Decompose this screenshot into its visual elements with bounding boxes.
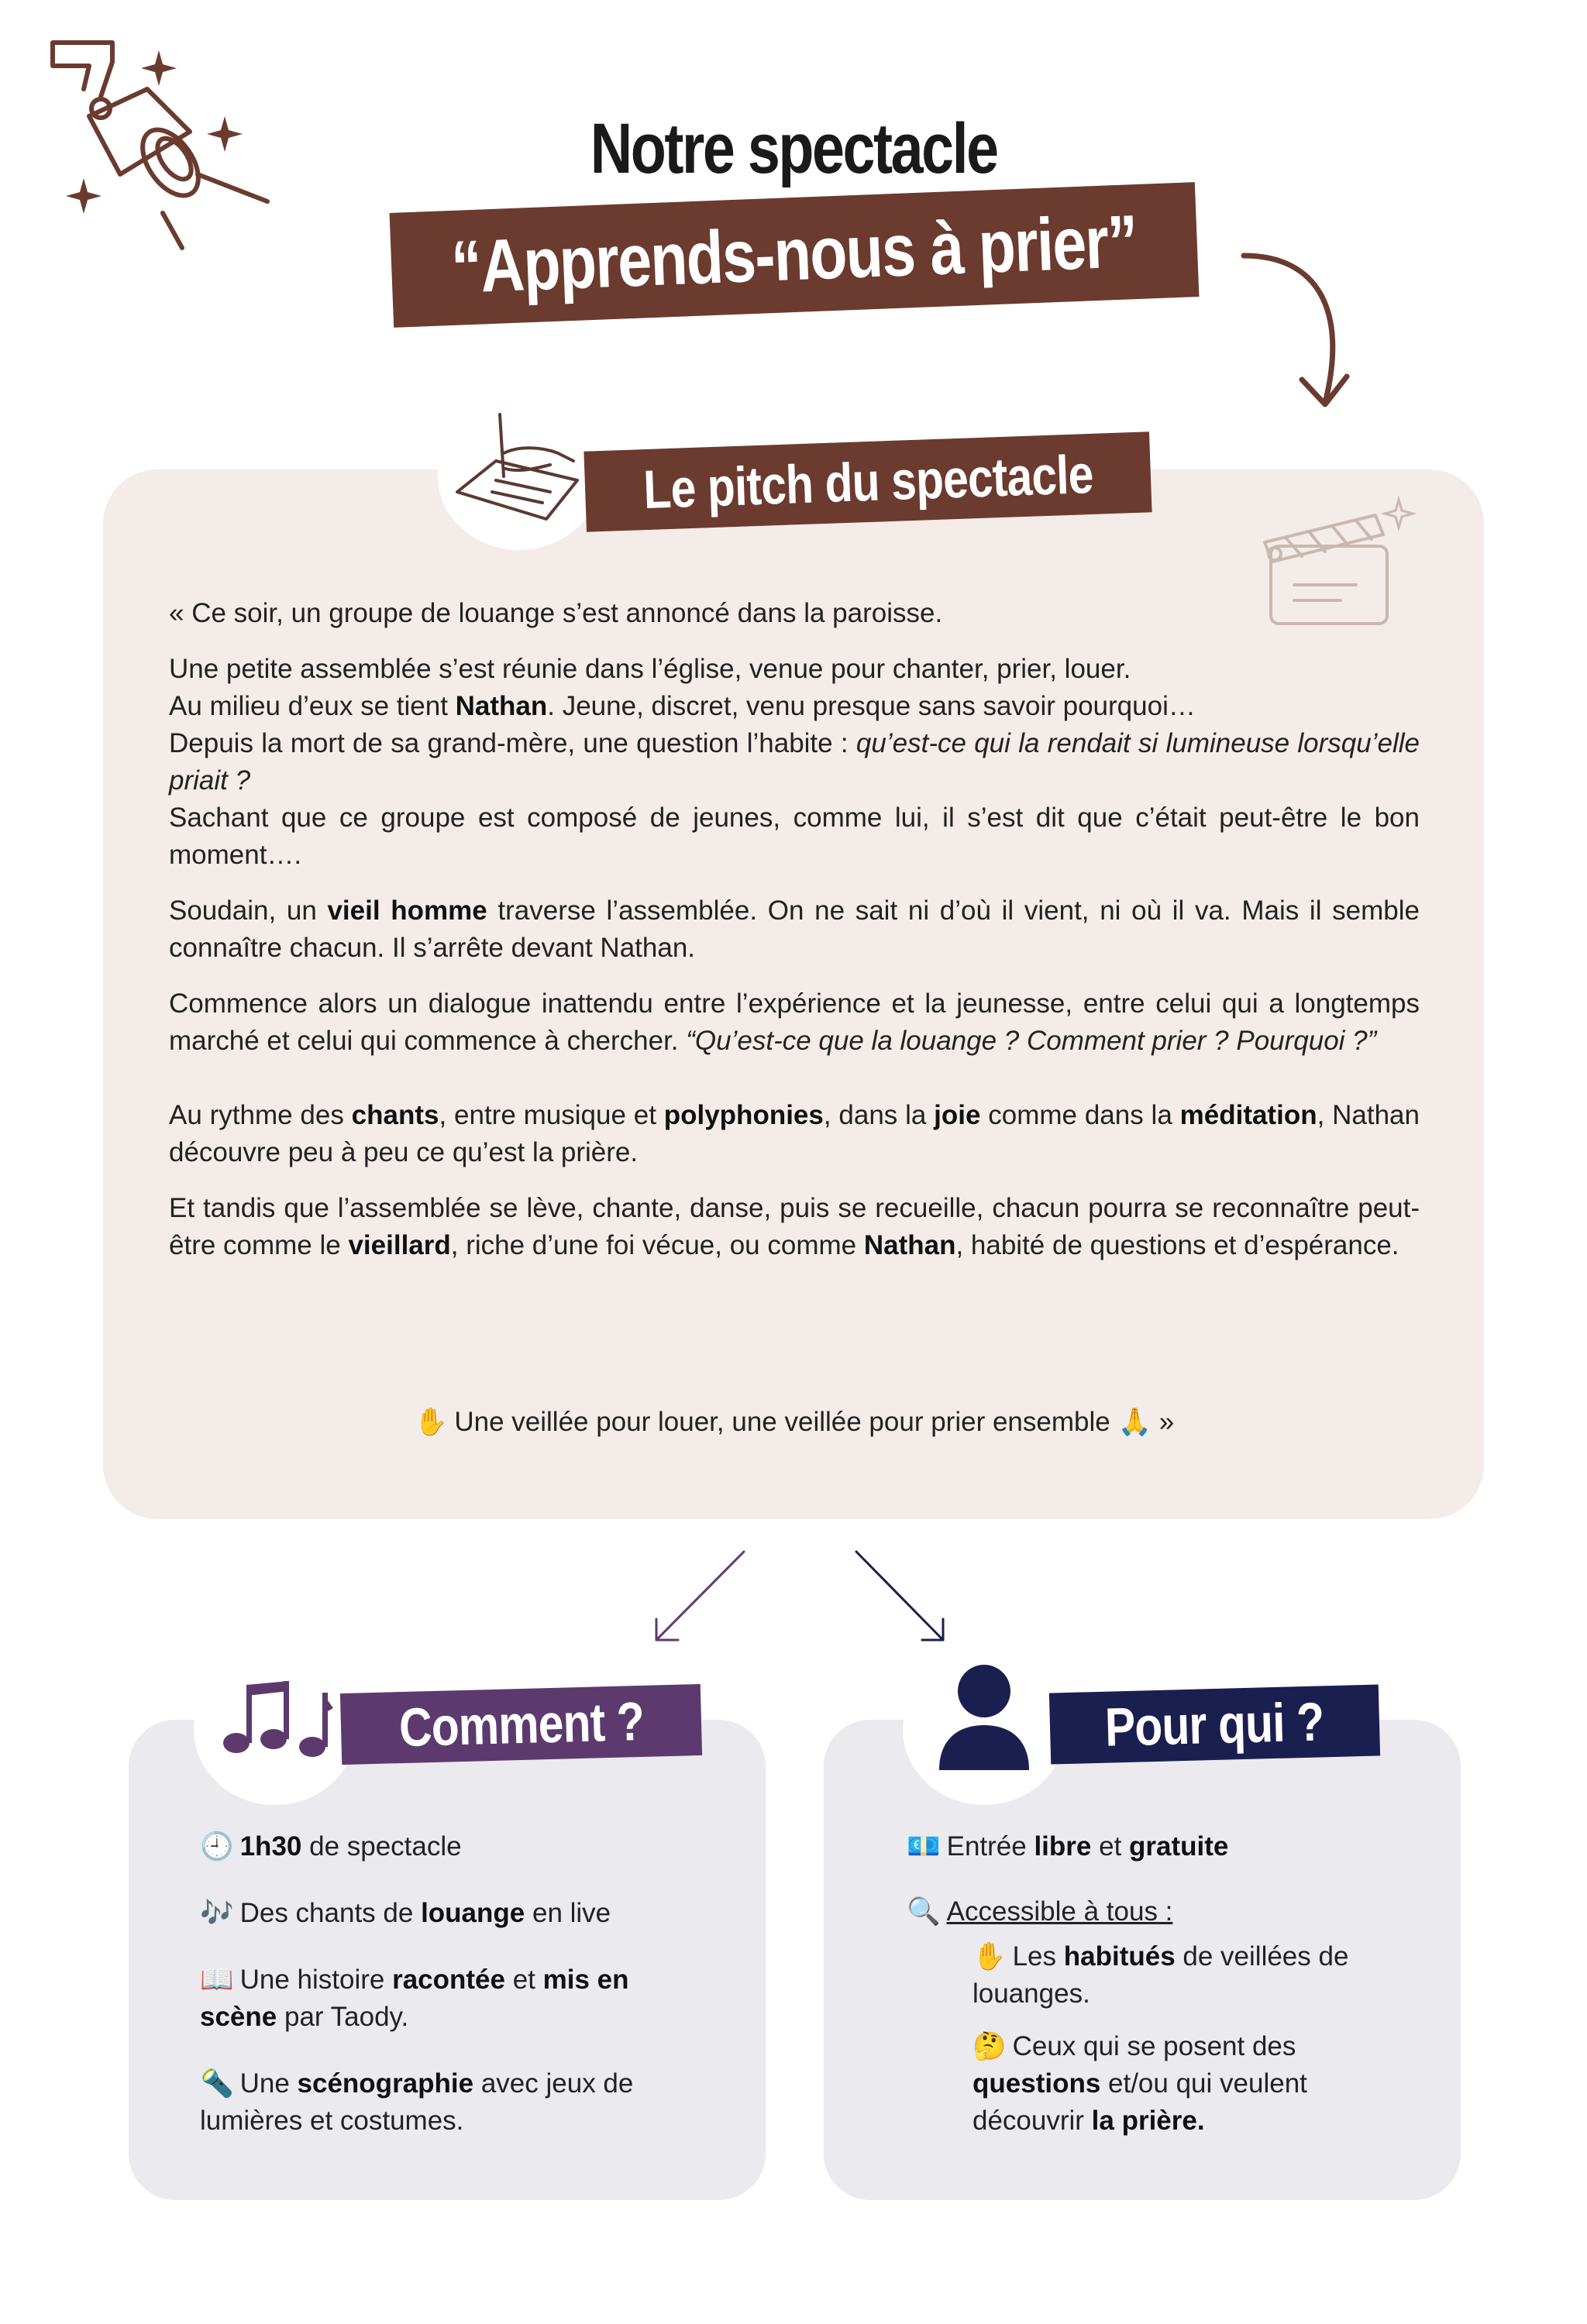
pitch-paragraph: Depuis la mort de sa grand-mère, une question l’habite : qu’est-ce qui la rendait si lumineuse lorsqu’elle priait ? Sachant que ce groupe est composé de jeunes, comme lui, il s’est dit que c’était peut-être le bon moment…. [169,728,1420,870]
raised-hands-icon: ✋ [414,1407,449,1437]
person-icon [935,1662,1033,1770]
pitch-paragraph: Commence alors un dialogue inattendu entre l’expérience et la jeunesse, entre celui qui a longtemps marché et celui qui commence à chercher. “Qu’est-ce que la louange ? Comment prier ? Pourquoi ?” [169,988,1420,1056]
pitch-paragraph: Soudain, un vieil homme traverse l’assemblée. On ne sait ni d’où il vient, ni où il va. Mais il semble connaître chacun. Il s’arrête devant Nathan. [169,896,1420,963]
comment-list [200,1828,704,2140]
clock-icon: 🕘 [200,1831,234,1862]
show-title-banner [390,182,1200,328]
pourqui-heading: Pour qui ? [1049,1684,1380,1764]
pitch-text [169,595,1420,1264]
pitch-paragraph: « Ce soir, un groupe de louange s’est annoncé dans la paroisse. [169,598,943,628]
list-item: 🎶 Des chants de louange en live [200,1895,704,1932]
pitch-paragraph: Et tandis que l’assemblée se lève, chante, danse, puis se recueille, chacun pourra se reconnaître peut-être comme le vieillard, riche d’une foi vécue, ou comme Nathan, habité de questions et d’espérance. [169,1193,1420,1260]
arrow-left-icon [647,1545,752,1650]
thinking-face-icon: 🤔 [973,2031,1007,2061]
show-title: “Apprends-nous à prier” [449,200,1139,309]
flashlight-icon: 🔦 [200,2068,234,2099]
raised-hands-icon: ✋ [973,1941,1007,1972]
curved-arrow-icon [1232,240,1364,418]
list-item: 🔍 Accessible à tous : [907,1893,1426,1930]
pitch-paragraph: Une petite assemblée s’est réunie dans l’église, venue pour chanter, prier, louer. Au milieu d’eux se tient Nathan. Jeune, discret, venu presque sans savoir pourquoi… [169,654,1196,721]
magnifier-icon: 🔍 [907,1896,941,1927]
list-item: 💶 Entrée libre et gratuite [907,1828,1426,1865]
writing-hand-icon [449,407,589,531]
music-notes-icon [221,1677,333,1762]
banknote-icon: 💶 [907,1831,941,1862]
page-title: Notre spectacle [590,109,997,188]
list-item: 🕘 1h30 de spectacle [200,1828,704,1865]
list-item: ✋ Les habitués de veillées de louanges. [973,1938,1426,2013]
arrow-right-icon [849,1545,953,1650]
list-item: 🤔 Ceux qui se posent des questions et/ou qui veulent découvrir la prière. [973,2028,1426,2140]
book-icon: 📖 [200,1965,234,1995]
pitch-paragraph: Au rythme des chants, entre musique et polyphonies, dans la joie comme dans la méditation, Nathan découvre peu à peu ce qu’est la prière. [169,1100,1420,1167]
pitch-heading: Le pitch du spectacle [584,431,1152,531]
pitch-closing-line: ✋ Une veillée pour louer, une veillée pour prier ensemble 🙏 » [169,1404,1420,1441]
notes-icon: 🎶 [200,1898,234,1928]
praying-hands-icon: 🙏 [1117,1407,1152,1437]
pourqui-list [907,1828,1426,2140]
list-item: 🔦 Une scénographie avec jeux de lumières et costumes. [200,2065,704,2140]
list-item: 📖 Une histoire racontée et mis en scène par Taody. [200,1961,704,2036]
comment-heading: Comment ? [340,1684,702,1765]
